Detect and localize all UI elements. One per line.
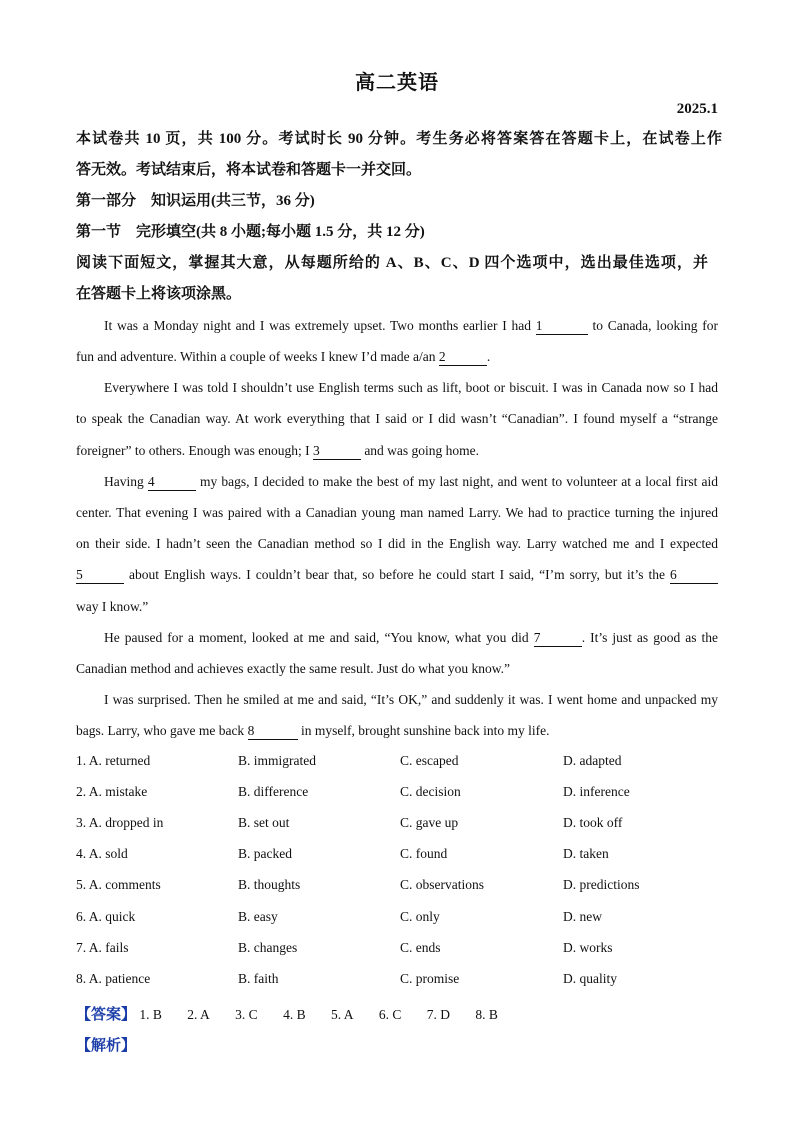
- passage-text: . It’s just as good as the: [581, 630, 718, 645]
- option-a: 5. A. comments: [76, 877, 161, 892]
- option-c: C. observations: [400, 877, 484, 892]
- part-heading: 第一部分 知识运用(共三节，36 分): [76, 193, 315, 209]
- options-row: [76, 846, 726, 866]
- answer-key: [76, 1003, 520, 1024]
- option-d: D. quality: [563, 971, 617, 986]
- option-a: 4. A. sold: [76, 846, 128, 861]
- answer-item: 6. C: [378, 1007, 402, 1022]
- section-heading: 第一节 完形填空(共 8 小题;每小题 1.5 分，共 12 分): [76, 224, 425, 240]
- option-d: D. works: [563, 940, 613, 955]
- passage-text: my bags, I decided to make the best of my last night, and went to volunteer at a local first aid: [200, 474, 718, 489]
- passage-line: [76, 441, 718, 461]
- passage-text: about English ways. I couldn’t bear that, so before he could start I said, “I’m sorry, but it’s the: [128, 567, 666, 582]
- directions-line-2: 在答题卡上将该项涂黑。: [76, 286, 242, 302]
- passage-text: bags. Larry, who gave me back: [76, 723, 245, 738]
- passage-line: on their side. I hadn’t seen the Canadian method so I did in the English way. Larry watched me and I expected: [76, 536, 718, 551]
- options-row: [76, 753, 726, 773]
- passage-line: way I know.”: [76, 599, 149, 614]
- option-a: 8. A. patience: [76, 971, 151, 986]
- blank-7: 7: [534, 630, 582, 647]
- option-c: C. ends: [400, 940, 441, 955]
- option-d: D. new: [563, 909, 602, 924]
- passage-line: center. That evening I was paired with a Canadian young man named Larry. We had to practice turning the injured: [76, 505, 718, 520]
- option-a: 3. A. dropped in: [76, 815, 164, 830]
- option-d: D. took off: [563, 815, 623, 830]
- option-b: B. immigrated: [238, 753, 316, 768]
- option-b: B. thoughts: [238, 877, 301, 892]
- option-a: 7. A. fails: [76, 940, 129, 955]
- passage-line: [76, 721, 718, 741]
- option-c: C. only: [400, 909, 440, 924]
- answer-item: 4. B: [283, 1007, 306, 1022]
- options-row: [76, 940, 726, 960]
- exam-title: 高二英语: [355, 72, 439, 94]
- analysis-label-text: 【解析】: [76, 1038, 137, 1054]
- passage-line: [76, 472, 718, 492]
- option-d: D. adapted: [563, 753, 622, 768]
- option-b: B. set out: [238, 815, 290, 830]
- blank-3: 3: [313, 443, 361, 460]
- answer-item: 1. B: [139, 1007, 162, 1022]
- blank-5: 5: [76, 567, 124, 584]
- option-d: D. taken: [563, 846, 609, 861]
- passage-line: [76, 316, 718, 336]
- directions-line-1: 阅读下面短文，掌握其大意，从每题所给的 A、B、C、D 四个选项中，选出最佳选项，并: [76, 255, 708, 271]
- instructions-line-2: 答无效。考试结束后，将本试卷和答题卡一并交回。: [76, 162, 422, 178]
- option-d: D. inference: [563, 784, 630, 799]
- options-row: [76, 815, 726, 835]
- blank-4: 4: [148, 474, 196, 491]
- option-a: 6. A. quick: [76, 909, 136, 924]
- passage-line: [76, 565, 718, 585]
- answer-item: 7. D: [426, 1007, 450, 1022]
- passage-text: .: [486, 349, 491, 364]
- passage-line: [76, 628, 718, 648]
- blank-6: 6: [670, 567, 718, 584]
- passage-text: It was a Monday night and I was extremely upset. Two months earlier I had: [104, 318, 531, 333]
- instructions-line-1: 本试卷共 10 页，共 100 分。考试时长 90 分钟。考生务必将答案答在答题卡上，在试卷上作: [76, 131, 722, 147]
- options-row: [76, 877, 726, 897]
- option-b: B. packed: [238, 846, 292, 861]
- passage-line: I was surprised. Then he smiled at me and said, “It’s OK,” and suddenly it was. I went home and unpacked my: [104, 692, 718, 707]
- passage-text: He paused for a moment, looked at me and said, “You know, what you did: [104, 630, 529, 645]
- passage-text: in myself, brought sunshine back into my life.: [300, 723, 550, 738]
- option-a: 2. A. mistake: [76, 784, 148, 799]
- passage-text: Having: [104, 474, 144, 489]
- option-c: C. promise: [400, 971, 460, 986]
- options-row: [76, 909, 726, 929]
- option-c: C. gave up: [400, 815, 459, 830]
- answer-item: 8. B: [475, 1007, 498, 1022]
- option-b: B. easy: [238, 909, 278, 924]
- option-c: C. escaped: [400, 753, 459, 768]
- passage-text: fun and adventure. Within a couple of weeks I knew I’d made a/an: [76, 349, 436, 364]
- option-a: 1. A. returned: [76, 753, 151, 768]
- option-c: C. decision: [400, 784, 461, 799]
- passage-line: Everywhere I was told I shouldn’t use English terms such as lift, boot or biscuit. I was in Canada now so I had: [104, 380, 718, 395]
- exam-date: 2025.1: [676, 101, 718, 117]
- passage-text: foreigner” to others. Enough was enough; I: [76, 443, 310, 458]
- option-c: C. found: [400, 846, 448, 861]
- option-b: B. faith: [238, 971, 279, 986]
- answer-label: 【答案】: [76, 1007, 137, 1023]
- passage-text: and was going home.: [364, 443, 480, 458]
- analysis-label: [76, 1034, 136, 1055]
- option-b: B. difference: [238, 784, 309, 799]
- blank-2: 2: [439, 349, 487, 366]
- blank-8: 8: [248, 723, 298, 740]
- answer-item: 2. A: [187, 1007, 210, 1022]
- option-d: D. predictions: [563, 877, 640, 892]
- options-row: [76, 971, 726, 991]
- options-row: [76, 784, 726, 804]
- answer-item: 3. C: [235, 1007, 258, 1022]
- passage-line: Canadian method and achieves exactly the same result. Just do what you know.”: [76, 661, 511, 676]
- blank-1: 1: [536, 318, 588, 335]
- option-b: B. changes: [238, 940, 298, 955]
- passage-line: to speak the Canadian way. At work everything that I said or I did wasn’t “Canadian”. I found myself a “strange: [76, 411, 718, 426]
- passage-line: [76, 347, 718, 367]
- passage-text: to Canada, looking for: [592, 318, 719, 333]
- answer-item: 5. A: [330, 1007, 354, 1022]
